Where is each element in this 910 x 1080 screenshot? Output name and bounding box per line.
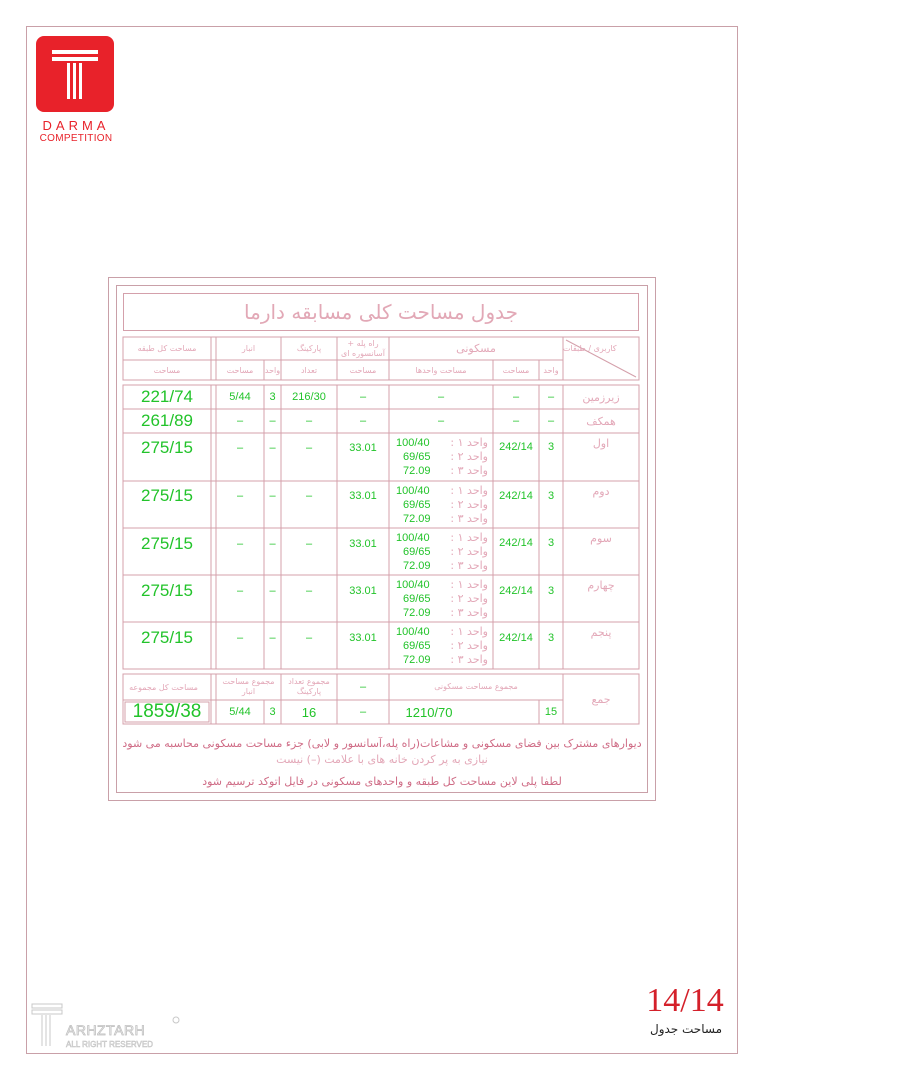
- totals-res-area-label: مجموع مساحت مسکونی: [434, 682, 518, 691]
- row-floor-label: اول: [592, 436, 610, 450]
- note-line-3: لطفا پلی لاین مساحت کل طبقه و واحدهای مسکونی در فایل اتوکد ترسیم شود: [202, 775, 562, 788]
- watermark-sub: ALL RIGHT RESERVED: [66, 1040, 153, 1049]
- row-res-area: –: [512, 415, 520, 427]
- row-floor-label: چهارم: [587, 578, 615, 592]
- row-res-unit: 3: [547, 632, 555, 644]
- watermark-name: ARHZTARH: [66, 1022, 146, 1038]
- table-title: جدول مساحت کلی مسابقه دارما: [244, 300, 518, 324]
- header-floor-total: مساحت کل طبقه: [137, 344, 197, 353]
- row-store-unit: –: [269, 415, 276, 427]
- row-res-area: 242/14: [499, 490, 533, 502]
- header-storage-unit: واحد: [264, 365, 281, 375]
- row-store-unit: –: [269, 442, 276, 454]
- unit-area-1: 100/40: [396, 626, 430, 638]
- header-storage: انبار: [241, 344, 256, 353]
- watermark-logo: [30, 1002, 190, 1056]
- row-res-area: 242/14: [499, 632, 533, 644]
- header-res-area: مساحت: [502, 365, 530, 375]
- unit-area-1: 100/40: [396, 485, 430, 497]
- unit-area-3: 72.09: [403, 654, 431, 666]
- unit-area-2: 69/65: [403, 593, 431, 605]
- row-store-unit: –: [269, 585, 276, 597]
- unit-area-2: 69/65: [403, 451, 431, 463]
- row-total: 275/15: [141, 534, 193, 553]
- row-stair: –: [359, 391, 367, 403]
- page-number: 14/14: [646, 982, 724, 1019]
- totals-parking-label: مجموع تعداد پارکینگ: [288, 677, 330, 696]
- totals-res-units: 15: [544, 706, 558, 718]
- unit-label-2: واحد ۲ :: [450, 450, 488, 463]
- row-total: 261/89: [141, 411, 193, 430]
- unit-label-2: واحد ۲ :: [450, 545, 488, 558]
- unit-label-2: واحد ۲ :: [450, 639, 488, 652]
- row-stair: 33.01: [349, 490, 377, 502]
- header-res-unit: واحد: [543, 365, 559, 375]
- row-store-unit: 3: [269, 391, 276, 403]
- row-stair: 33.01: [349, 442, 377, 454]
- unit-area-3: 72.09: [403, 513, 431, 525]
- row-store-unit: –: [269, 632, 276, 644]
- unit-label-2: واحد ۲ :: [450, 592, 488, 605]
- totals-stair-label: –: [359, 681, 367, 693]
- unit-label-1: واحد ۱ :: [450, 625, 488, 638]
- row-floor-label: پنجم: [590, 625, 612, 639]
- unit-area-1: 100/40: [396, 532, 430, 544]
- unit-label-1: واحد ۱ :: [450, 578, 488, 591]
- header-stair-area: مساحت: [349, 365, 377, 375]
- row-total: 275/15: [141, 628, 193, 647]
- note-line-2: نیازی به پر کردن خانه های با علامت (–) نیست: [276, 753, 488, 766]
- totals-res-area: 1210/70: [405, 704, 453, 720]
- row-res-unit: 3: [547, 585, 555, 597]
- unit-label-3: واحد ۳ :: [450, 606, 488, 619]
- row-res-unit: –: [547, 391, 555, 403]
- row-floor-label: زیرزمین: [582, 390, 620, 404]
- row-total: 275/15: [141, 438, 193, 457]
- row-store-area: –: [236, 442, 244, 454]
- header-floor-total-area: مساحت: [153, 365, 181, 375]
- row-parking: –: [305, 442, 313, 454]
- page-label: مساحت جدول: [649, 1022, 723, 1036]
- row-res-unit: 3: [547, 441, 555, 453]
- unit-area-3: 72.09: [403, 465, 431, 477]
- row-res-units: –: [437, 415, 445, 427]
- header-residential: مسکونی: [456, 342, 496, 355]
- brand-subtitle: COMPETITION: [39, 133, 113, 144]
- header-parking: پارکینگ: [296, 344, 322, 353]
- row-parking: –: [305, 585, 313, 597]
- totals-parking: 16: [301, 704, 317, 720]
- brand-text: [36, 118, 116, 145]
- totals-stair: –: [359, 706, 367, 718]
- row-stair: 33.01: [349, 538, 377, 550]
- row-res-area: 242/14: [499, 585, 533, 597]
- unit-area-2: 69/65: [403, 640, 431, 652]
- row-parking: –: [305, 415, 313, 427]
- row-store-unit: –: [269, 490, 276, 502]
- row-total: 275/15: [141, 486, 193, 505]
- darma-logo: [36, 36, 114, 112]
- row-stair: –: [359, 415, 367, 427]
- row-total: 275/15: [141, 581, 193, 600]
- row-res-unit: –: [547, 415, 555, 427]
- row-store-area: 5/44: [229, 391, 251, 403]
- row-floor-label: دوم: [592, 484, 610, 498]
- header-unit-areas: مساحت واحدها: [415, 365, 467, 375]
- row-parking: 216/30: [292, 391, 326, 403]
- row-res-unit: 3: [547, 537, 555, 549]
- unit-area-1: 100/40: [396, 579, 430, 591]
- brand-name: DARMA: [42, 118, 110, 133]
- unit-label-3: واحد ۳ :: [450, 653, 488, 666]
- unit-label-1: واحد ۱ :: [450, 436, 488, 449]
- unit-label-3: واحد ۳ :: [450, 512, 488, 525]
- row-stair: 33.01: [349, 585, 377, 597]
- row-store-area: –: [236, 538, 244, 550]
- totals-label: جمع: [591, 692, 611, 706]
- row-total: 221/74: [141, 387, 193, 406]
- row-parking: –: [305, 632, 313, 644]
- row-res-area: 242/14: [499, 441, 533, 453]
- row-parking: –: [305, 538, 313, 550]
- unit-area-1: 100/40: [396, 437, 430, 449]
- note-line-1: دیوارهای مشترک بین فضای مسکونی و مشاعات(راه پله،آسانسور و لابی) جزء مساحت مسکونی محاسبه می شود: [122, 737, 642, 750]
- unit-area-3: 72.09: [403, 607, 431, 619]
- header-parking-count: تعداد: [300, 365, 318, 375]
- header-storage-area: مساحت: [226, 365, 254, 375]
- header-usage: کاربری / طبقات: [563, 343, 617, 353]
- row-store-unit: –: [269, 538, 276, 550]
- unit-label-2: واحد ۲ :: [450, 498, 488, 511]
- row-res-units: –: [437, 391, 445, 403]
- row-parking: –: [305, 490, 313, 502]
- totals-grand-label: مساحت کل مجموعه: [129, 682, 198, 692]
- row-res-unit: 3: [547, 490, 555, 502]
- row-res-area: 242/14: [499, 537, 533, 549]
- totals-storage-unit: 3: [269, 706, 276, 718]
- row-floor-label: سوم: [590, 531, 612, 545]
- row-store-area: –: [236, 585, 244, 597]
- row-stair: 33.01: [349, 632, 377, 644]
- row-store-area: –: [236, 632, 244, 644]
- unit-label-1: واحد ۱ :: [450, 531, 488, 544]
- header-stair: راه پله + آسانسوره ای: [341, 338, 385, 358]
- unit-label-3: واحد ۳ :: [450, 559, 488, 572]
- darma-logo-icon: [36, 36, 114, 112]
- totals-grand-total: 1859/38: [132, 701, 202, 722]
- row-store-area: –: [236, 415, 244, 427]
- totals-storage-label: مجموع مساحت انبار: [222, 677, 275, 696]
- row-floor-label: همکف: [586, 414, 616, 428]
- unit-area-2: 69/65: [403, 546, 431, 558]
- unit-label-3: واحد ۳ :: [450, 464, 488, 477]
- row-store-area: –: [236, 490, 244, 502]
- unit-area-3: 72.09: [403, 560, 431, 572]
- unit-area-2: 69/65: [403, 499, 431, 511]
- unit-label-1: واحد ۱ :: [450, 484, 488, 497]
- totals-storage-area: 5/44: [229, 706, 251, 718]
- row-res-area: –: [512, 391, 520, 403]
